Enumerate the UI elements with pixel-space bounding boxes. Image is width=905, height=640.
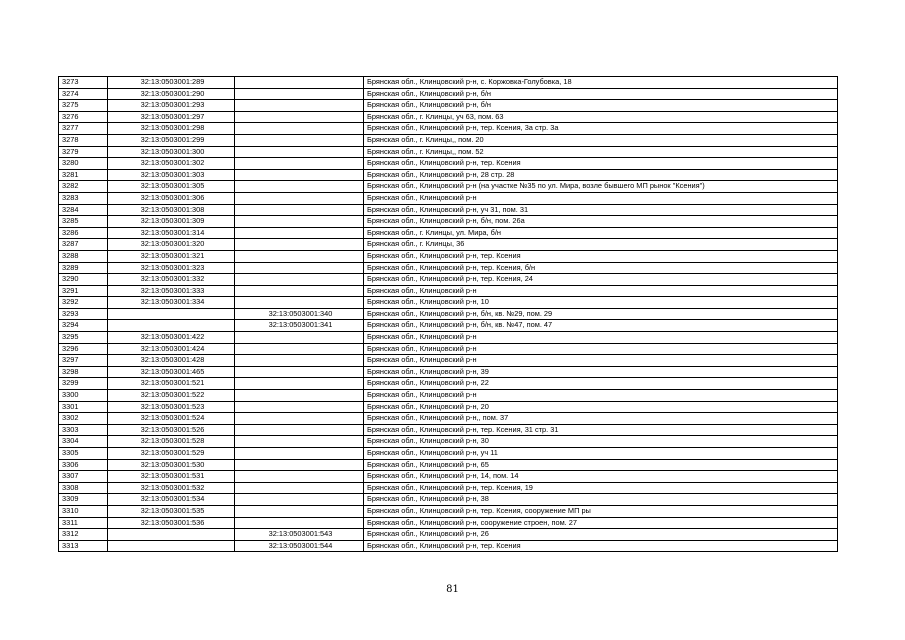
cadastral-number-cell: 32:13:0503001:332 xyxy=(108,274,235,286)
table-row xyxy=(59,181,838,193)
address-cell: Брянская обл., г. Клинцы,, пом. 52 xyxy=(364,146,838,158)
cadastral-number-alt-cell xyxy=(235,274,364,286)
cadastral-number-cell: 32:13:0503001:297 xyxy=(108,111,235,123)
table-row xyxy=(59,100,838,112)
cadastral-number-cell xyxy=(108,540,235,552)
cadastral-number-cell: 32:13:0503001:531 xyxy=(108,471,235,483)
table-row xyxy=(59,540,838,552)
cadastral-number-cell: 32:13:0503001:323 xyxy=(108,262,235,274)
table-row xyxy=(59,308,838,320)
table-row xyxy=(59,482,838,494)
row-number-cell: 3283 xyxy=(59,192,108,204)
cadastral-number-alt-cell: 32:13:0503001:544 xyxy=(235,540,364,552)
address-cell: Брянская обл., Клинцовский р-н, тер. Ксения, б/н xyxy=(364,262,838,274)
address-cell: Брянская обл., Клинцовский р-н, б/н xyxy=(364,100,838,112)
table-row xyxy=(59,169,838,181)
cadastral-number-alt-cell xyxy=(235,250,364,262)
row-number-cell: 3310 xyxy=(59,505,108,517)
address-cell: Брянская обл., Клинцовский р-н xyxy=(364,343,838,355)
address-cell: Брянская обл., Клинцовский р-н, уч 11 xyxy=(364,448,838,460)
row-number-cell: 3274 xyxy=(59,88,108,100)
row-number-cell: 3293 xyxy=(59,308,108,320)
table-row xyxy=(59,227,838,239)
cadastral-number-cell: 32:13:0503001:290 xyxy=(108,88,235,100)
table-row xyxy=(59,192,838,204)
table-row xyxy=(59,332,838,344)
table-row xyxy=(59,390,838,402)
address-cell: Брянская обл., Клинцовский р-н, 10 xyxy=(364,297,838,309)
row-number-cell: 3305 xyxy=(59,448,108,460)
address-cell: Брянская обл., Клинцовский р-н, тер. Ксения xyxy=(364,158,838,170)
address-cell: Брянская обл., Клинцовский р-н, б/н, кв. №29, пом. 29 xyxy=(364,308,838,320)
cadastral-number-cell: 32:13:0503001:424 xyxy=(108,343,235,355)
cadastral-number-alt-cell xyxy=(235,355,364,367)
table-row xyxy=(59,448,838,460)
cadastral-number-alt-cell xyxy=(235,471,364,483)
cadastral-number-alt-cell xyxy=(235,169,364,181)
cadastral-number-cell: 32:13:0503001:528 xyxy=(108,436,235,448)
cadastral-number-cell: 32:13:0503001:465 xyxy=(108,366,235,378)
table-row xyxy=(59,459,838,471)
cadastral-number-cell: 32:13:0503001:422 xyxy=(108,332,235,344)
cadastral-number-cell: 32:13:0503001:522 xyxy=(108,390,235,402)
address-cell: Брянская обл., Клинцовский р-н, б/н, кв. №47, пом. 47 xyxy=(364,320,838,332)
cadastral-number-cell: 32:13:0503001:529 xyxy=(108,448,235,460)
cadastral-number-alt-cell xyxy=(235,285,364,297)
cadastral-number-cell: 32:13:0503001:308 xyxy=(108,204,235,216)
row-number-cell: 3282 xyxy=(59,181,108,193)
cadastral-number-cell: 32:13:0503001:526 xyxy=(108,424,235,436)
row-number-cell: 3307 xyxy=(59,471,108,483)
cadastral-number-cell: 32:13:0503001:306 xyxy=(108,192,235,204)
cadastral-number-alt-cell xyxy=(235,424,364,436)
cadastral-number-alt-cell xyxy=(235,332,364,344)
cadastral-number-cell: 32:13:0503001:333 xyxy=(108,285,235,297)
cadastral-number-alt-cell xyxy=(235,390,364,402)
address-cell: Брянская обл., Клинцовский р-н, с. Коржовка-Голубовка, 18 xyxy=(364,77,838,89)
cadastral-number-alt-cell xyxy=(235,111,364,123)
table-row xyxy=(59,239,838,251)
cadastral-number-alt-cell xyxy=(235,77,364,89)
cadastral-number-cell xyxy=(108,308,235,320)
address-cell: Брянская обл., Клинцовский р-н, тер. Ксения xyxy=(364,540,838,552)
table-row xyxy=(59,355,838,367)
row-number-cell: 3275 xyxy=(59,100,108,112)
row-number-cell: 3302 xyxy=(59,413,108,425)
table-row xyxy=(59,134,838,146)
registry-table xyxy=(58,76,838,552)
address-cell: Брянская обл., Клинцовский р-н, тер. Ксения, 31 стр. 31 xyxy=(364,424,838,436)
address-cell: Брянская обл., Клинцовский р-н, тер. Ксения, 19 xyxy=(364,482,838,494)
table-row xyxy=(59,505,838,517)
cadastral-number-alt-cell xyxy=(235,517,364,529)
address-cell: Брянская обл., Клинцовский р-н, 22 xyxy=(364,378,838,390)
cadastral-number-cell: 32:13:0503001:314 xyxy=(108,227,235,239)
table-row xyxy=(59,378,838,390)
row-number-cell: 3291 xyxy=(59,285,108,297)
cadastral-number-alt-cell xyxy=(235,192,364,204)
cadastral-number-cell: 32:13:0503001:428 xyxy=(108,355,235,367)
row-number-cell: 3286 xyxy=(59,227,108,239)
cadastral-number-cell: 32:13:0503001:289 xyxy=(108,77,235,89)
row-number-cell: 3273 xyxy=(59,77,108,89)
address-cell: Брянская обл., г. Клинцы, ул. Мира, б/н xyxy=(364,227,838,239)
address-cell: Брянская обл., Клинцовский р-н xyxy=(364,390,838,402)
table-row xyxy=(59,436,838,448)
table-row xyxy=(59,158,838,170)
table-row xyxy=(59,274,838,286)
cadastral-number-cell: 32:13:0503001:530 xyxy=(108,459,235,471)
cadastral-number-cell xyxy=(108,320,235,332)
cadastral-number-cell: 32:13:0503001:521 xyxy=(108,378,235,390)
row-number-cell: 3308 xyxy=(59,482,108,494)
table-row xyxy=(59,471,838,483)
address-cell: Брянская обл., Клинцовский р-н, сооружение строен, пом. 27 xyxy=(364,517,838,529)
address-cell: Брянская обл., Клинцовский р-н, 28 стр. 28 xyxy=(364,169,838,181)
cadastral-number-alt-cell xyxy=(235,123,364,135)
cadastral-number-alt-cell xyxy=(235,88,364,100)
address-cell: Брянская обл., Клинцовский р-н, тер. Ксения, 24 xyxy=(364,274,838,286)
address-cell: Брянская обл., Клинцовский р-н, уч 31, пом. 31 xyxy=(364,204,838,216)
row-number-cell: 3300 xyxy=(59,390,108,402)
cadastral-number-alt-cell xyxy=(235,146,364,158)
cadastral-number-alt-cell xyxy=(235,401,364,413)
address-cell: Брянская обл., Клинцовский р-н xyxy=(364,355,838,367)
address-cell: Брянская обл., Клинцовский р-н,, пом. 37 xyxy=(364,413,838,425)
table-row xyxy=(59,413,838,425)
table-row xyxy=(59,517,838,529)
cadastral-number-alt-cell: 32:13:0503001:340 xyxy=(235,308,364,320)
row-number-cell: 3304 xyxy=(59,436,108,448)
cadastral-number-alt-cell xyxy=(235,158,364,170)
row-number-cell: 3296 xyxy=(59,343,108,355)
address-cell: Брянская обл., Клинцовский р-н, 30 xyxy=(364,436,838,448)
address-cell: Брянская обл., Клинцовский р-н, 26 xyxy=(364,529,838,541)
address-cell: Брянская обл., Клинцовский р-н (на участке №35 по ул. Мира, возле бывшего МП рынок "Ксения") xyxy=(364,181,838,193)
row-number-cell: 3301 xyxy=(59,401,108,413)
cadastral-number-alt-cell xyxy=(235,482,364,494)
registry-table-body xyxy=(59,77,838,552)
row-number-cell: 3295 xyxy=(59,332,108,344)
address-cell: Брянская обл., г. Клинцы, 36 xyxy=(364,239,838,251)
cadastral-number-cell: 32:13:0503001:536 xyxy=(108,517,235,529)
row-number-cell: 3312 xyxy=(59,529,108,541)
address-cell: Брянская обл., Клинцовский р-н, тер. Ксения xyxy=(364,250,838,262)
table-row xyxy=(59,216,838,228)
table-row xyxy=(59,320,838,332)
table-row xyxy=(59,204,838,216)
table-row xyxy=(59,146,838,158)
row-number-cell: 3290 xyxy=(59,274,108,286)
address-cell: Брянская обл., Клинцовский р-н, 39 xyxy=(364,366,838,378)
address-cell: Брянская обл., Клинцовский р-н, 14, пом. 14 xyxy=(364,471,838,483)
address-cell: Брянская обл., Клинцовский р-н, б/н, пом. 26а xyxy=(364,216,838,228)
address-cell: Брянская обл., г. Клинцы,, пом. 20 xyxy=(364,134,838,146)
address-cell: Брянская обл., Клинцовский р-н xyxy=(364,192,838,204)
cadastral-number-alt-cell xyxy=(235,181,364,193)
row-number-cell: 3288 xyxy=(59,250,108,262)
table-row xyxy=(59,494,838,506)
address-cell: Брянская обл., Клинцовский р-н, б/н xyxy=(364,88,838,100)
cadastral-number-cell: 32:13:0503001:299 xyxy=(108,134,235,146)
cadastral-number-cell: 32:13:0503001:298 xyxy=(108,123,235,135)
table-row xyxy=(59,366,838,378)
cadastral-number-cell: 32:13:0503001:320 xyxy=(108,239,235,251)
table-row xyxy=(59,297,838,309)
cadastral-number-alt-cell: 32:13:0503001:341 xyxy=(235,320,364,332)
address-cell: Брянская обл., Клинцовский р-н xyxy=(364,332,838,344)
cadastral-number-cell: 32:13:0503001:321 xyxy=(108,250,235,262)
cadastral-number-cell: 32:13:0503001:293 xyxy=(108,100,235,112)
address-cell: Брянская обл., Клинцовский р-н, 20 xyxy=(364,401,838,413)
cadastral-number-alt-cell xyxy=(235,343,364,355)
table-row xyxy=(59,77,838,89)
row-number-cell: 3303 xyxy=(59,424,108,436)
address-cell: Брянская обл., Клинцовский р-н, тер. Ксения, 3а стр. 3а xyxy=(364,123,838,135)
cadastral-number-cell: 32:13:0503001:524 xyxy=(108,413,235,425)
cadastral-number-alt-cell xyxy=(235,448,364,460)
cadastral-number-alt-cell xyxy=(235,239,364,251)
cadastral-number-alt-cell xyxy=(235,413,364,425)
row-number-cell: 3287 xyxy=(59,239,108,251)
row-number-cell: 3279 xyxy=(59,146,108,158)
row-number-cell: 3276 xyxy=(59,111,108,123)
table-row xyxy=(59,262,838,274)
cadastral-number-alt-cell: 32:13:0503001:543 xyxy=(235,529,364,541)
row-number-cell: 3281 xyxy=(59,169,108,181)
row-number-cell: 3294 xyxy=(59,320,108,332)
table-row xyxy=(59,401,838,413)
row-number-cell: 3313 xyxy=(59,540,108,552)
table-row xyxy=(59,123,838,135)
table-row xyxy=(59,529,838,541)
cadastral-number-cell: 32:13:0503001:334 xyxy=(108,297,235,309)
table-row xyxy=(59,424,838,436)
address-cell: Брянская обл., Клинцовский р-н xyxy=(364,285,838,297)
row-number-cell: 3306 xyxy=(59,459,108,471)
cadastral-number-alt-cell xyxy=(235,436,364,448)
cadastral-number-cell xyxy=(108,529,235,541)
cadastral-number-cell: 32:13:0503001:300 xyxy=(108,146,235,158)
row-number-cell: 3292 xyxy=(59,297,108,309)
row-number-cell: 3289 xyxy=(59,262,108,274)
cadastral-number-cell: 32:13:0503001:534 xyxy=(108,494,235,506)
address-cell: Брянская обл., Клинцовский р-н, 38 xyxy=(364,494,838,506)
table-row xyxy=(59,88,838,100)
row-number-cell: 3309 xyxy=(59,494,108,506)
cadastral-number-cell: 32:13:0503001:305 xyxy=(108,181,235,193)
address-cell: Брянская обл., Клинцовский р-н, 65 xyxy=(364,459,838,471)
table-row xyxy=(59,111,838,123)
cadastral-number-alt-cell xyxy=(235,297,364,309)
cadastral-number-alt-cell xyxy=(235,262,364,274)
row-number-cell: 3297 xyxy=(59,355,108,367)
cadastral-number-alt-cell xyxy=(235,204,364,216)
address-cell: Брянская обл., г. Клинцы, уч 63, пом. 63 xyxy=(364,111,838,123)
row-number-cell: 3284 xyxy=(59,204,108,216)
cadastral-number-alt-cell xyxy=(235,134,364,146)
row-number-cell: 3285 xyxy=(59,216,108,228)
cadastral-number-cell: 32:13:0503001:523 xyxy=(108,401,235,413)
cadastral-number-cell: 32:13:0503001:532 xyxy=(108,482,235,494)
row-number-cell: 3298 xyxy=(59,366,108,378)
cadastral-number-alt-cell xyxy=(235,494,364,506)
cadastral-number-cell: 32:13:0503001:309 xyxy=(108,216,235,228)
cadastral-number-cell: 32:13:0503001:535 xyxy=(108,505,235,517)
cadastral-number-cell: 32:13:0503001:303 xyxy=(108,169,235,181)
address-cell: Брянская обл., Клинцовский р-н, тер. Ксения, сооружение МП ры xyxy=(364,505,838,517)
row-number-cell: 3311 xyxy=(59,517,108,529)
row-number-cell: 3277 xyxy=(59,123,108,135)
row-number-cell: 3278 xyxy=(59,134,108,146)
cadastral-number-alt-cell xyxy=(235,505,364,517)
table-row xyxy=(59,343,838,355)
table-row xyxy=(59,250,838,262)
cadastral-number-alt-cell xyxy=(235,216,364,228)
cadastral-number-cell: 32:13:0503001:302 xyxy=(108,158,235,170)
cadastral-number-alt-cell xyxy=(235,100,364,112)
row-number-cell: 3280 xyxy=(59,158,108,170)
page-number: 81 xyxy=(446,584,459,595)
table-row xyxy=(59,285,838,297)
row-number-cell: 3299 xyxy=(59,378,108,390)
cadastral-number-alt-cell xyxy=(235,227,364,239)
cadastral-number-alt-cell xyxy=(235,459,364,471)
cadastral-number-alt-cell xyxy=(235,366,364,378)
cadastral-number-alt-cell xyxy=(235,378,364,390)
